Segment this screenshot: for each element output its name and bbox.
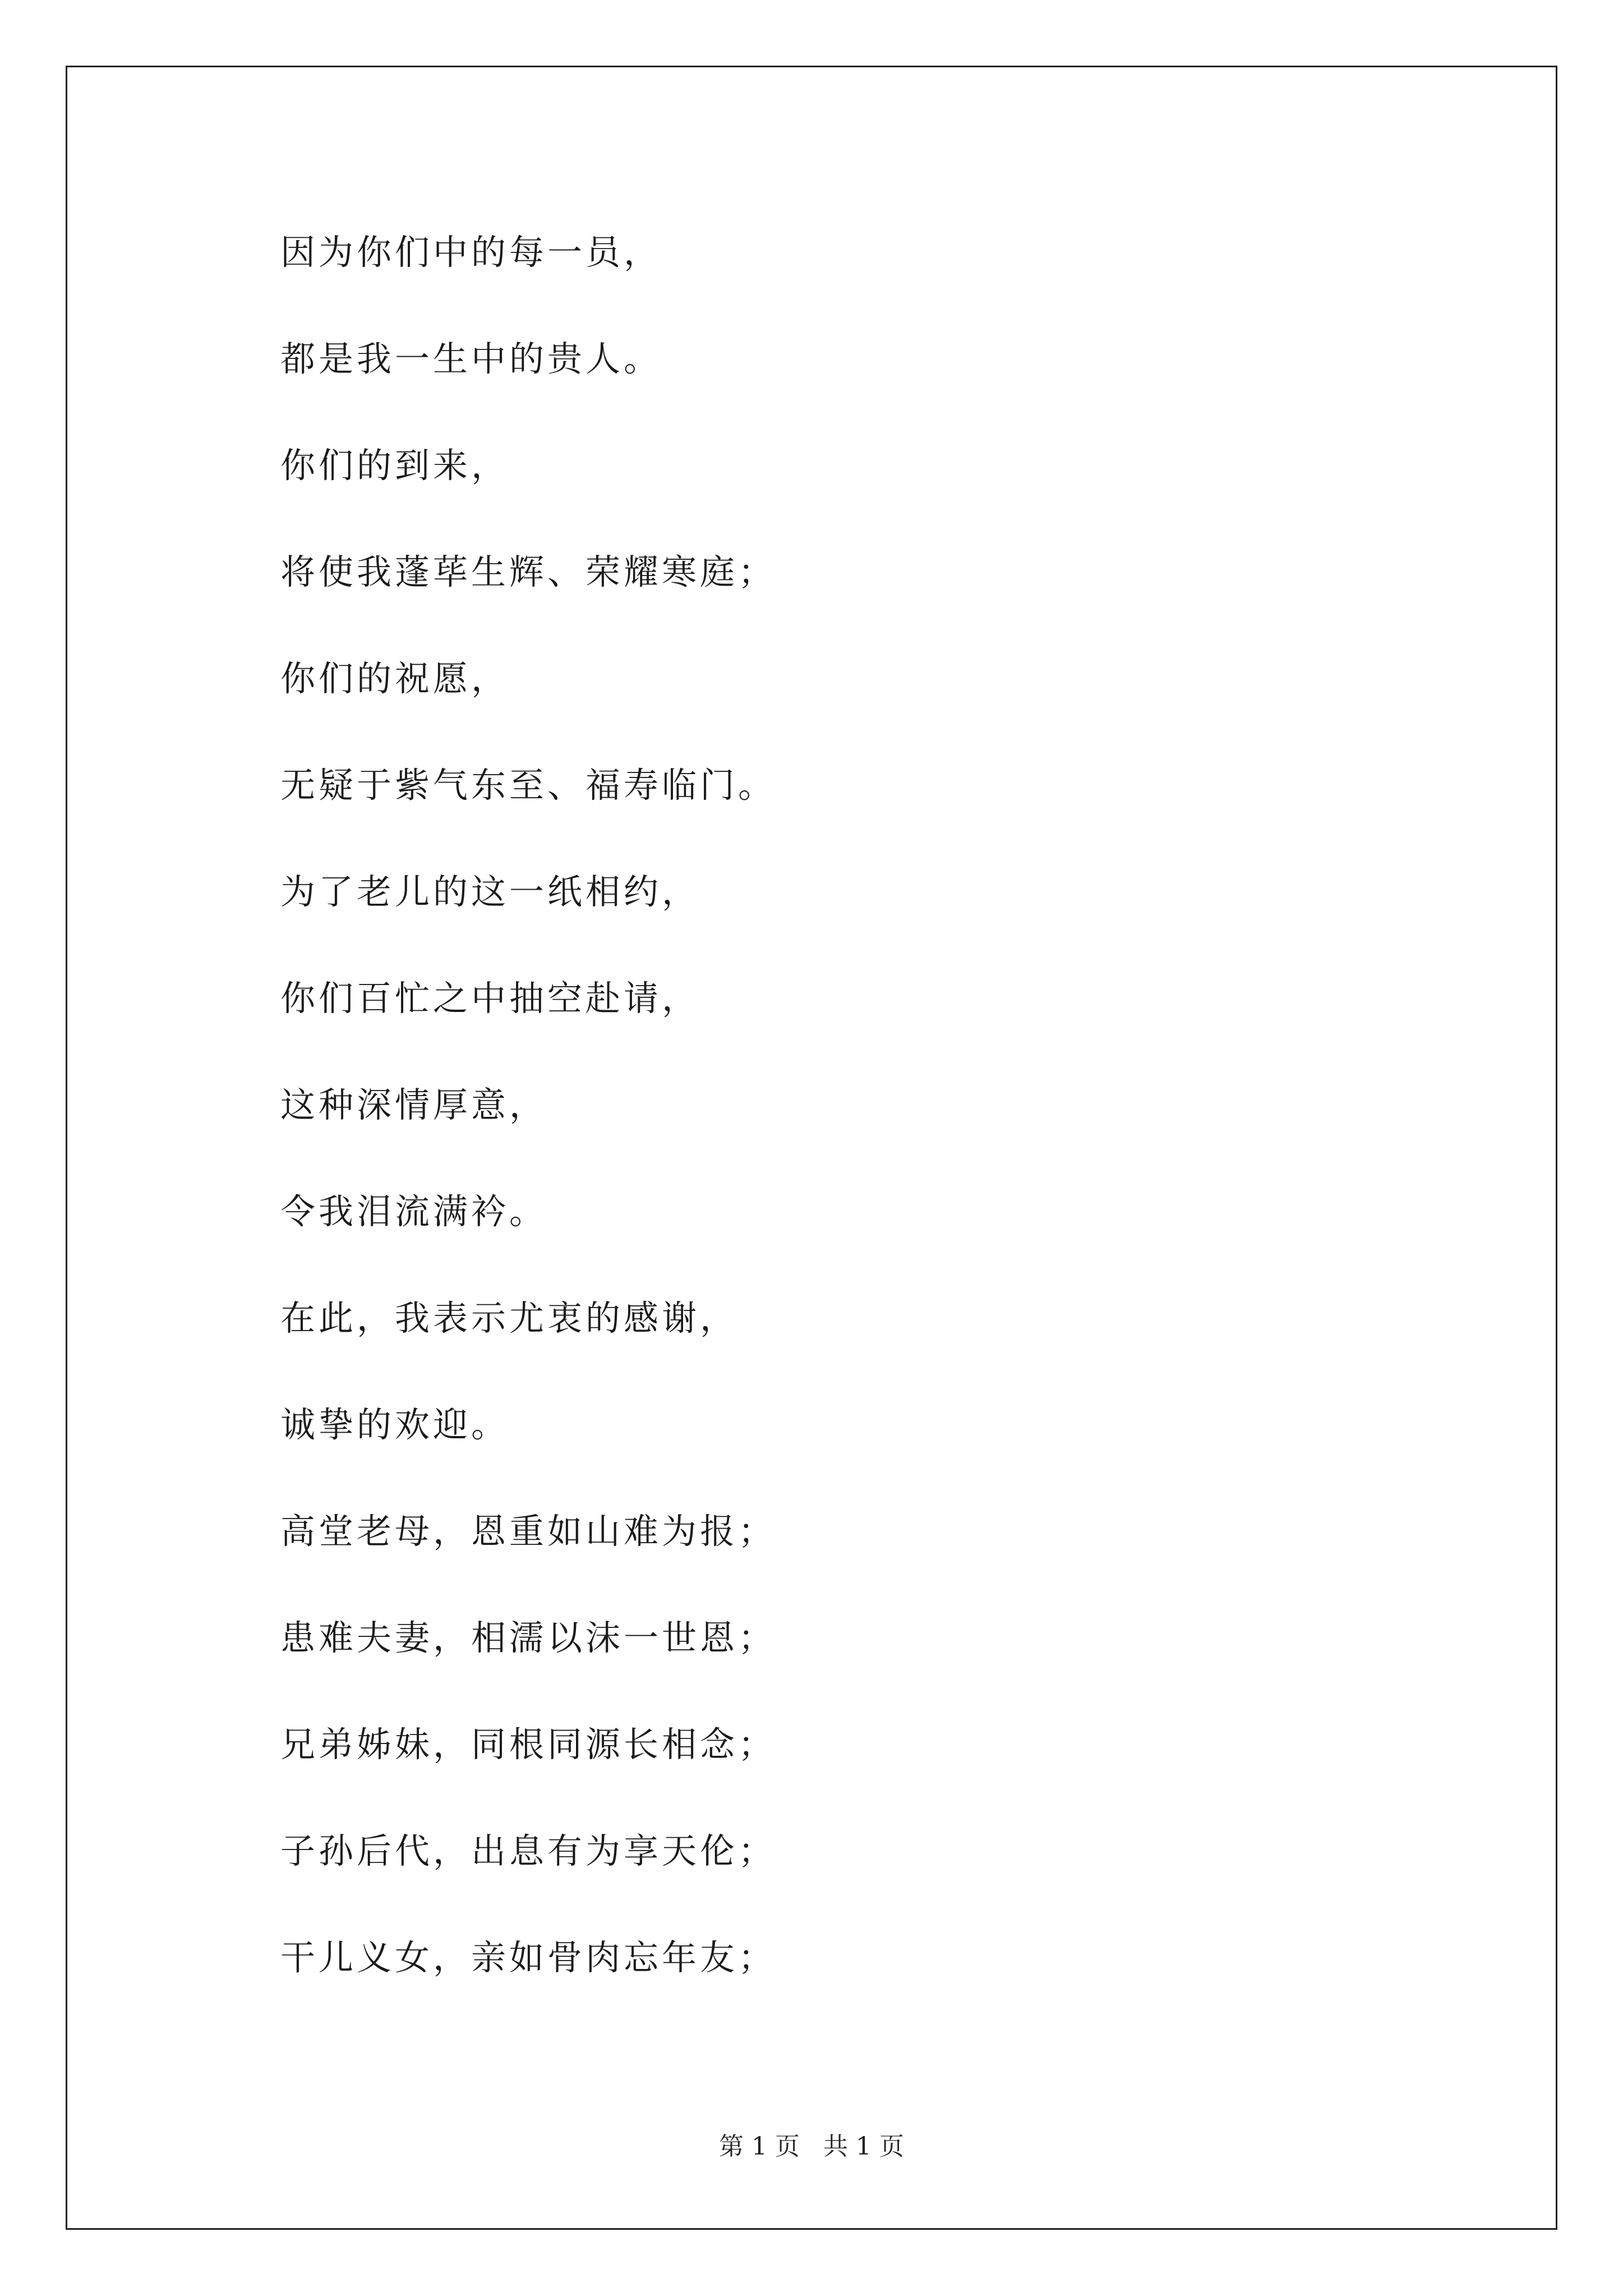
text-line: 这种深情厚意， [280,1084,548,1125]
document-body [280,222,776,2033]
text-line: 兄弟姊妹，同根同源长相念； [280,1724,777,1765]
text-line: 你们百忙之中抽空赴请， [280,978,700,1019]
text-line: 患难夫妻，相濡以沫一世恩； [280,1617,777,1658]
text-line: 因为你们中的每一员， [280,232,662,273]
text-line: 你们的祝愿， [280,658,510,699]
text-line: 子孙后代，出息有为享天伦； [280,1830,777,1871]
text-line: 干儿义女，亲如骨肉忘年友； [280,1937,777,1978]
text-line: 诚挚的欢迎。 [280,1404,510,1445]
text-line: 为了老儿的这一纸相约， [280,871,700,912]
text-line: 都是我一生中的贵人。 [280,338,662,379]
page-total: 共 1 页 [823,2132,904,2161]
text-line: 无疑于紫气东至、福寿临门。 [280,765,777,806]
text-line: 令我泪流满衿。 [280,1191,548,1232]
text-line: 将使我蓬荜生辉、荣耀寒庭； [280,551,777,592]
page-footer [0,2126,1623,2162]
page-number: 第 1 页 [719,2132,800,2161]
text-line: 高堂老母，恩重如山难为报； [280,1511,777,1552]
text-line: 你们的到来， [280,445,510,486]
text-line: 在此，我表示尤衷的感谢， [280,1297,739,1338]
